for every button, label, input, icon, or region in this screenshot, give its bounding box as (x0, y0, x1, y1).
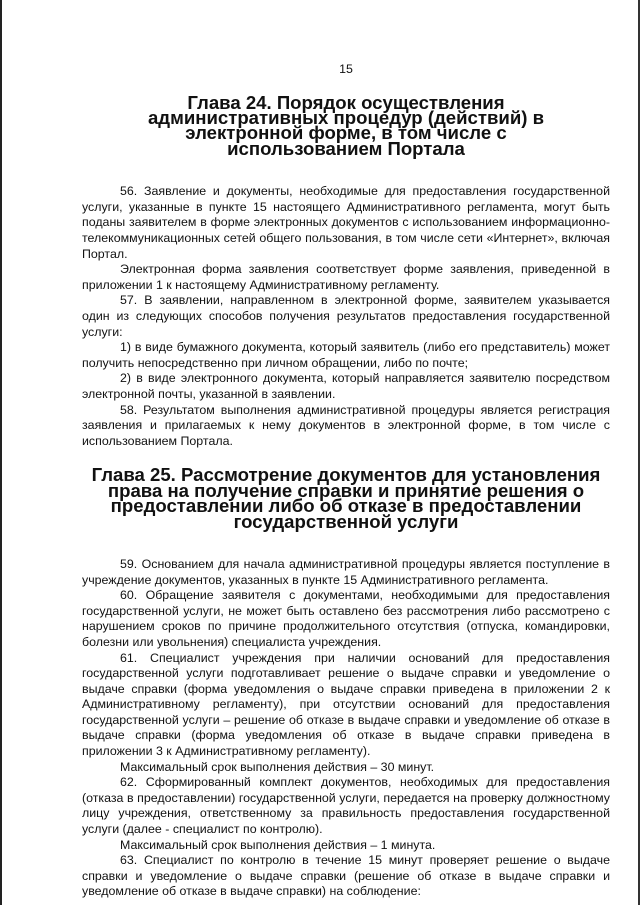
page-content (82, 62, 610, 900)
paragraph-60: 60. Обращение заявителя с документами, необходимыми для предоставления государственной услуги, не может быть оставлено без рассмотрения либо рассмотрено с нарушением сроков по причине продолжительного отсутствия (отпуска, командировки, болезни или увольнения) специалиста учреждения. (82, 588, 610, 649)
chapter-25-body (82, 557, 610, 900)
paragraph-62-deadline: Максимальный срок выполнения действия – 1 минута. (120, 837, 436, 852)
paragraph-63: 63. Специалист по контролю в течение 15 минут проверяет решение о выдаче справки и уведомление о выдаче справки (решение об отказе в выдаче справки и уведомление об отказе в выдаче справки) на соблюдение: (82, 853, 610, 899)
paragraph-electronic-form: Электронная форма заявления соответствует форме заявления, приведенной в приложении 1 к настоящему Административному регламенту. (82, 262, 610, 292)
paragraph-61-deadline: Максимальный срок выполнения действия – 30 минут. (120, 759, 435, 774)
paragraph-56: 56. Заявление и документы, необходимые для предоставления государственной услуги, указанные в пункте 15 настоящего Административного регламента, могут быть поданы заявителем в форме электронных документов с использованием информационно-телекоммуникационных сетей общего пользования, в том числе сети «Интернет», включая Портал. (82, 184, 610, 261)
paragraph-62: 62. Сформированный комплект документов, необходимых для предоставления (отказа в предоставлении) государственной услуги, передается на проверку должностному лицу учреждения, ответственному за правильность предоставления государственной услуги (далее - специалист по контролю). (82, 775, 610, 837)
paragraph-57-item-2: 2) в виде электронного документа, который направляется заявителю посредством электронной почты, указанной в заявлении. (82, 371, 610, 401)
chapter-25-title: Глава 25. Рассмотрение документов для установления права на получение справки и принятие решения о предоставлении либо об отказе в предоставлении государственной услуги (91, 464, 601, 532)
paragraph-59: 59. Основанием для начала административной процедуры является поступление в учреждение документов, указанных в пункте 15 Административного регламента. (82, 556, 610, 587)
paragraph-57: 57. В заявлении, направленном в электронной форме, заявителем указывается один из следующих способов получения результатов предоставления государственной услуги: (82, 293, 610, 339)
chapter-24-title: Глава 24. Порядок осуществления административных процедур (действий) в электронной форме, в том числе с использованием Портала (147, 91, 545, 159)
paragraph-57-item-1: 1) в виде бумажного документа, который заявитель (либо его представитель) может получить непосредственно при личном обращении, либо по почте; (82, 340, 610, 370)
page-number: 15 (339, 62, 353, 76)
chapter-24-body (82, 184, 610, 449)
paragraph-58: 58. Результатом выполнения административной процедуры является регистрация заявления и прилагаемых к нему документов в электронной форме, в том числе с использованием Портала. (82, 402, 610, 448)
paragraph-61: 61. Специалист учреждения при наличии оснований для предоставления государственной услуги подготавливает решение о выдаче справки и уведомление о выдаче справки (форма уведомления о выдаче справки приведена в приложении 2 к Административному регламенту), при отсутствии оснований для предоставления государственной услуги – решение об отказе в выдаче справки и уведомление об отказе в выдаче справки (форма уведомления об отказе в выдаче справки приведена в приложении 3 к Административному регламенту). (82, 650, 610, 759)
